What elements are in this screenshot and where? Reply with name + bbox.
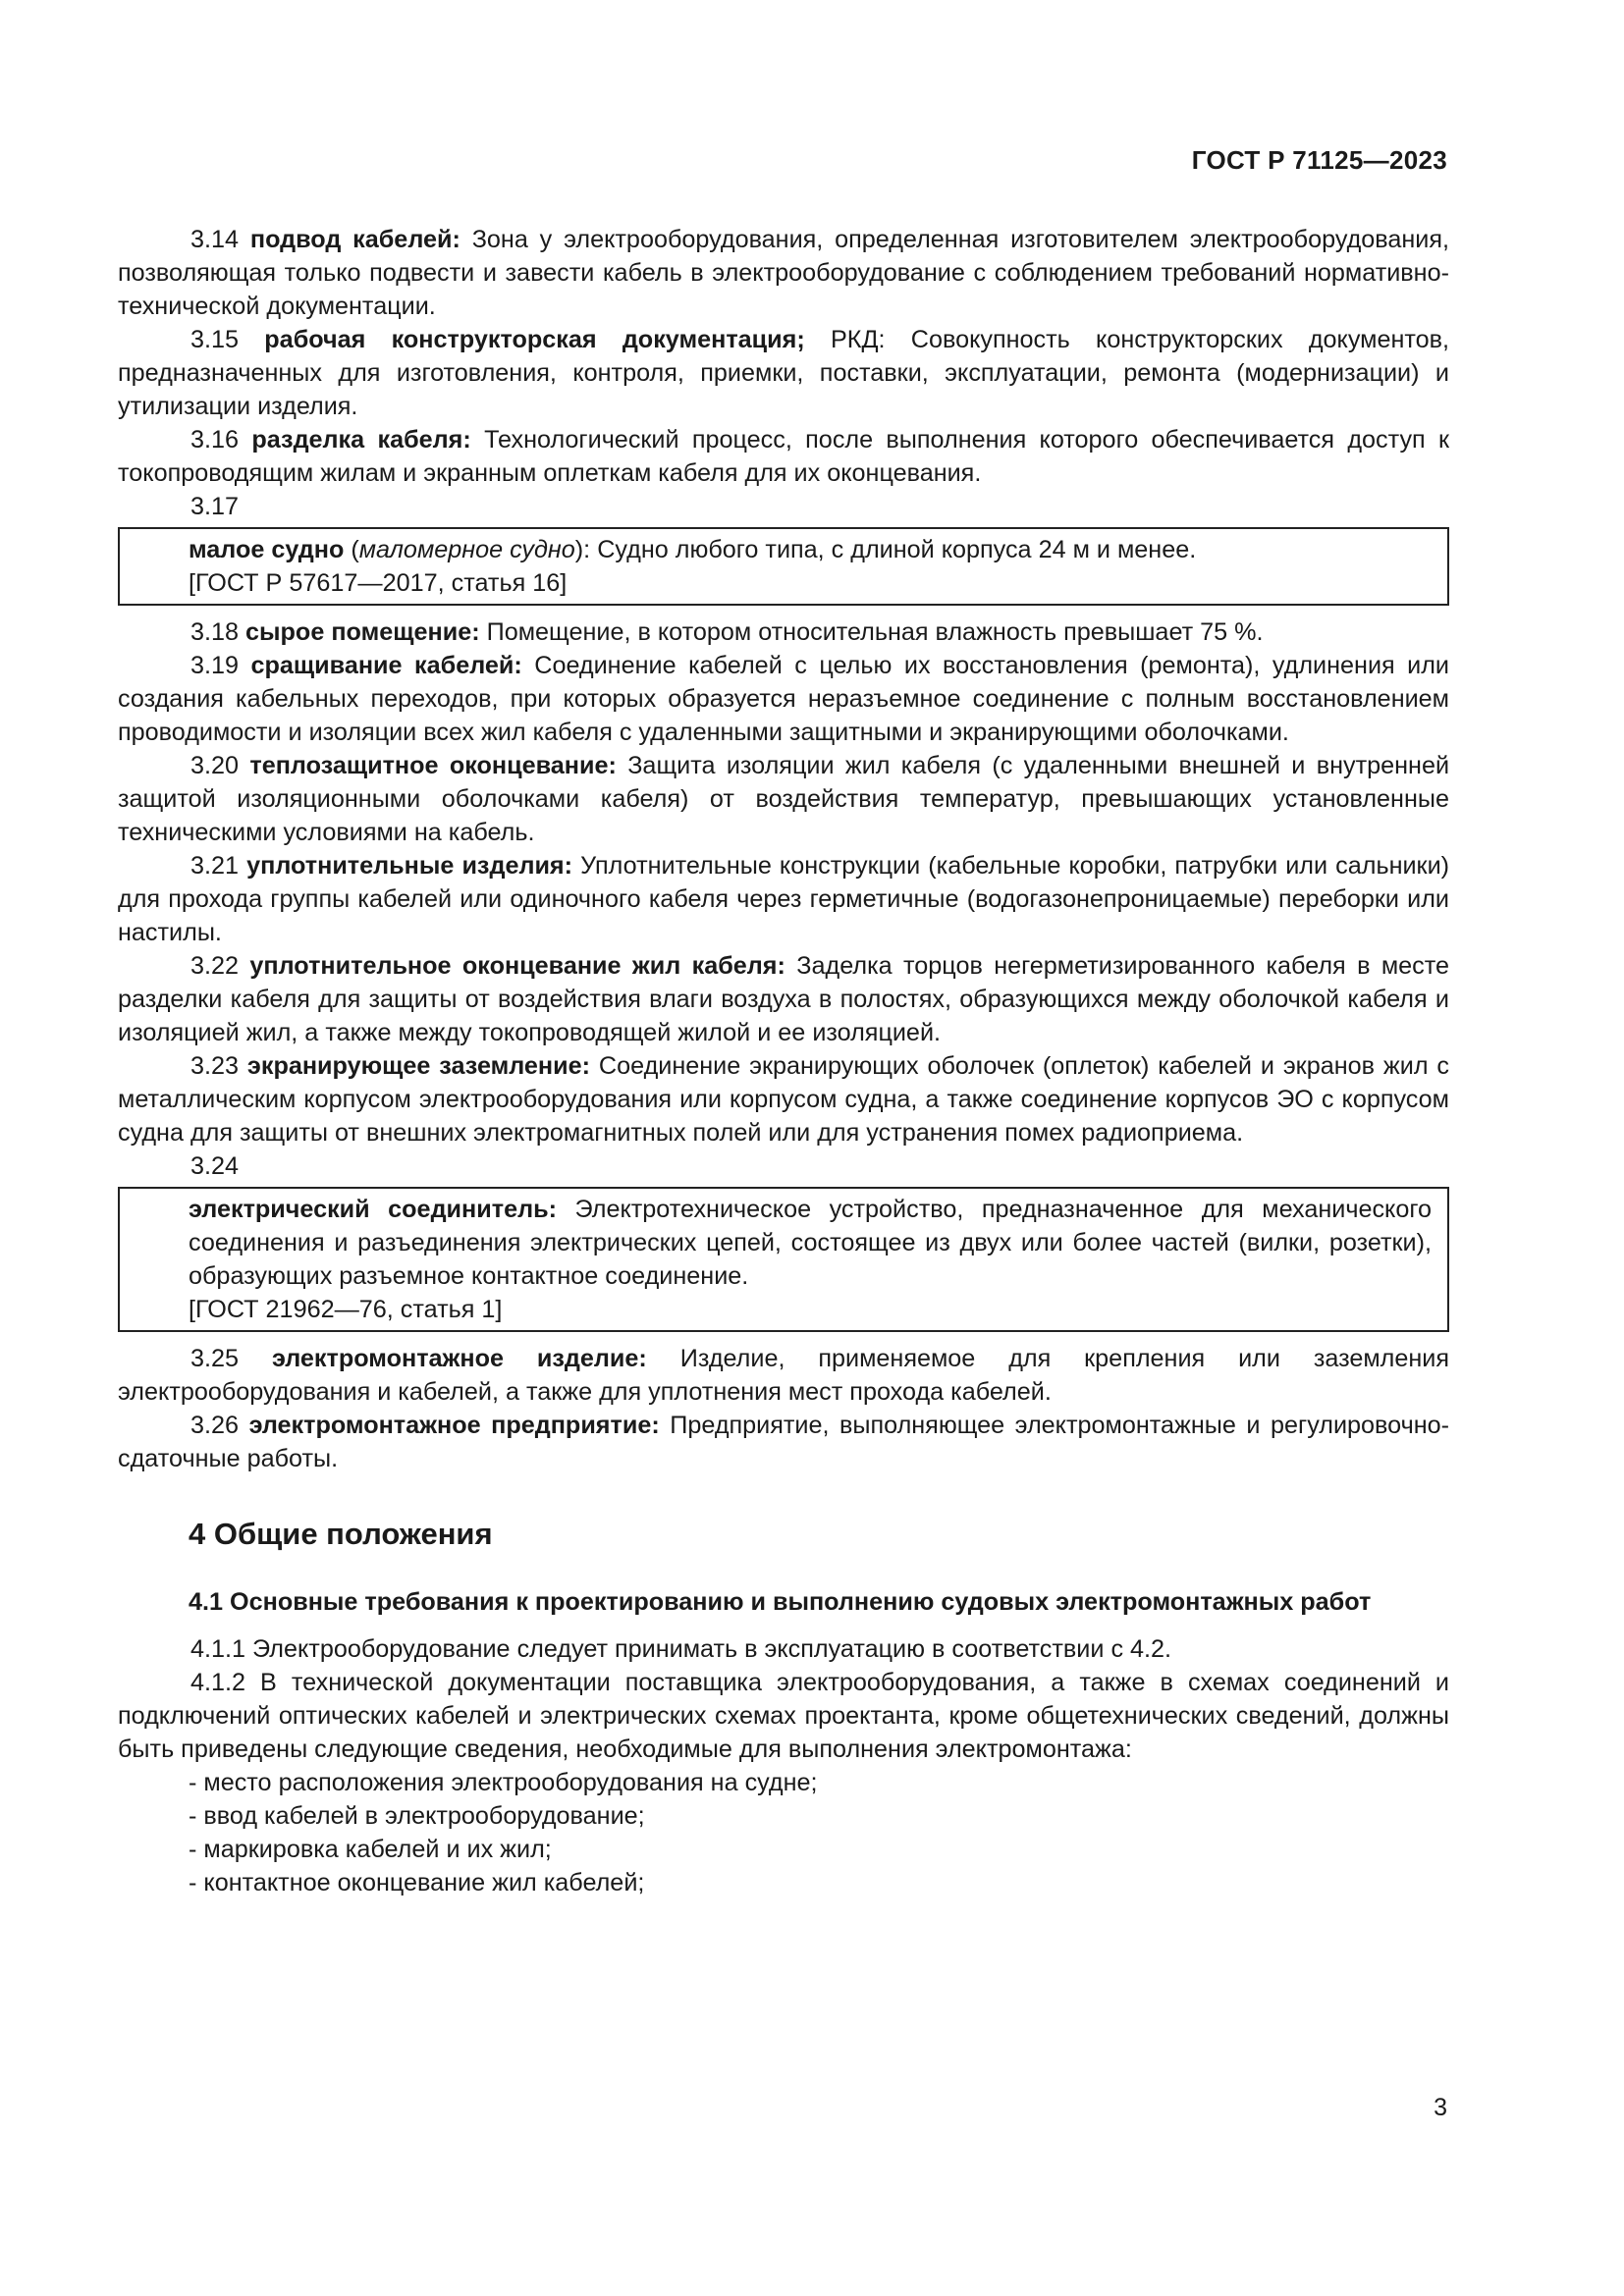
term-3-22 (118, 949, 1449, 1049)
list-item: - ввод кабелей в электрооборудование; (189, 1802, 645, 1830)
term-title: электромонтажное изделие: (271, 1345, 647, 1372)
term-title: теплозащитное оконцевание: (249, 752, 617, 779)
page-content (118, 223, 1449, 1899)
term-definition: РКД: Совокупность конструкторских документов, предназначенных для изготовления, контроля, приемки, поставки, эксплуатации, ремонта (модернизации) и утилизации изделия. (118, 326, 1450, 420)
term-3-14 (118, 223, 1449, 323)
term-definition: Изделие, применяемое для крепления или заземления электрооборудования и кабелей, а также для уплотнения мест прохода кабелей. (118, 1345, 1450, 1406)
term-number: 3.19 (190, 652, 240, 679)
term-number: 3.26 (190, 1412, 240, 1439)
term-number: 3.15 (190, 326, 240, 353)
section-heading: 4 Общие положения (189, 1517, 493, 1551)
page-number: 3 (1434, 2094, 1447, 2121)
term-title: экранирующее заземление: (246, 1052, 591, 1080)
standard-code-header: ГОСТ Р 71125—2023 (1191, 145, 1447, 175)
subsection-heading: 4.1 Основные требования к проектированию и выполнению судовых электромонтажных работ (189, 1588, 1372, 1616)
term-number: 3.21 (190, 852, 240, 880)
source-reference: [ГОСТ 21962—76, статья 1] (189, 1296, 503, 1323)
term-title: рабочая конструкторская документация; (264, 326, 805, 353)
term-title: уплотнительные изделия: (246, 852, 573, 880)
list-item: - маркировка кабелей и их жил; (189, 1836, 552, 1863)
term-definition: Предприятие, выполняющее электромонтажные и регулировочно-сдаточные работы. (118, 1412, 1450, 1472)
term-definition: Соединение экранирующих оболочек (оплеток) кабелей и экранов жил с металлическим корпусом электрооборудования или корпусом судна, а также соединение корпусов ЭО с корпусом судна для защиты от внешних электромагнитных полей или для устранения помех радиоприема. (118, 1052, 1449, 1147)
term-title: электрический соединитель: (189, 1196, 557, 1223)
term-3-15 (118, 323, 1449, 423)
term-definition: Судно любого типа, с длиной корпуса 24 м и менее. (597, 536, 1197, 563)
term-3-16 (118, 423, 1449, 490)
term-number: 3.14 (190, 226, 240, 253)
term-3-26 (118, 1409, 1449, 1475)
list-item: - место расположения электрооборудования на судне; (189, 1769, 818, 1796)
quoted-definition-box-3-24 (118, 1187, 1449, 1332)
term-definition: Защита изоляции жил кабеля (с удаленными внешней и внутренней защитой изоляционными оболочками кабеля) от воздействия температур, превышающих установленные техническими условиями на кабель. (118, 752, 1450, 846)
paragraph-4-1-1: 4.1.1 Электрооборудование следует принимать в эксплуатацию в соответствии с 4.2. (190, 1635, 1172, 1663)
source-reference: [ГОСТ Р 57617—2017, статья 16] (189, 569, 568, 597)
term-definition: Помещение, в котором относительная влажность превышает 75 %. (486, 618, 1264, 646)
quoted-definition-text (189, 1193, 1432, 1293)
term-definition: Уплотнительные конструкции (кабельные коробки, патрубки или сальники) для прохода группы кабелей или одиночного кабеля через герметичные (водогазонепроницаемые) переборки или настилы. (118, 852, 1450, 946)
term-number: 3.25 (190, 1345, 240, 1372)
term-title: электромонтажное предприятие: (248, 1412, 660, 1439)
term-alternative: маломерное судно (358, 536, 575, 563)
term-3-25 (118, 1342, 1449, 1409)
list-item: - контактное оконцевание жил кабелей; (189, 1869, 645, 1896)
term-3-17-number: 3.17 (190, 493, 240, 520)
term-number: 3.16 (190, 426, 240, 454)
term-title: уплотнительное оконцевание жил кабеля: (249, 952, 785, 980)
term-definition: Заделка торцов негерметизированного кабеля в месте разделки кабеля для защиты от воздействия влаги воздуха в полостях, образующихся между оболочкой кабеля и изоляцией жил, а также между токопроводящей жилой и ее изоляцией. (118, 952, 1450, 1046)
quoted-definition-text: малое судно (маломерное судно): Судно любого типа, с длиной корпуса 24 м и менее. (189, 536, 1197, 563)
term-title: разделка кабеля: (251, 426, 471, 454)
term-definition: Технологический процесс, после выполнения которого обеспечивается доступ к токопроводящим жилам и экранным оплеткам кабеля для их оконцевания. (118, 426, 1450, 487)
term-definition: Электротехническое устройство, предназначенное для механического соединения и разъединения электрических цепей, состоящее из двух или более частей (вилки, розетки), образующих разъемное контактное соединение. (189, 1196, 1432, 1290)
term-number: 3.18 (190, 618, 240, 646)
term-title: сращивание кабелей: (250, 652, 522, 679)
term-3-20 (118, 749, 1449, 849)
paragraph-4-1-2: 4.1.2 В технической документации поставщика электрооборудования, а также в схемах соединений и подключений оптических кабелей и электрических схемах проектанта, кроме общетехнических сведений, должны быть приведены следующие сведения, необходимые для выполнения электромонтажа: (118, 1669, 1449, 1763)
term-number: 3.22 (190, 952, 240, 980)
term-title: сырое помещение: (245, 618, 480, 646)
term-3-18 (118, 615, 1449, 649)
term-3-21 (118, 849, 1449, 949)
term-title: малое судно (189, 536, 345, 563)
term-3-24-number: 3.24 (190, 1152, 240, 1180)
term-title: подвод кабелей: (249, 226, 460, 253)
term-definition: Соединение кабелей с целью их восстановления (ремонта), удлинения или создания кабельных переходов, при которых образуется неразъемное соединение с полным восстановлением проводимости и изоляции всех жил кабеля с удаленными защитными и экранирующими оболочками. (118, 652, 1449, 746)
term-3-19 (118, 649, 1449, 749)
term-number: 3.23 (190, 1052, 240, 1080)
term-3-23 (118, 1049, 1449, 1149)
quoted-definition-box-3-17 (118, 527, 1449, 606)
term-definition: Зона у электрооборудования, определенная изготовителем электрооборудования, позволяющая только подвести и завести кабель в электрооборудование с соблюдением требований нормативно-технической документации. (118, 226, 1449, 320)
term-number: 3.20 (190, 752, 240, 779)
